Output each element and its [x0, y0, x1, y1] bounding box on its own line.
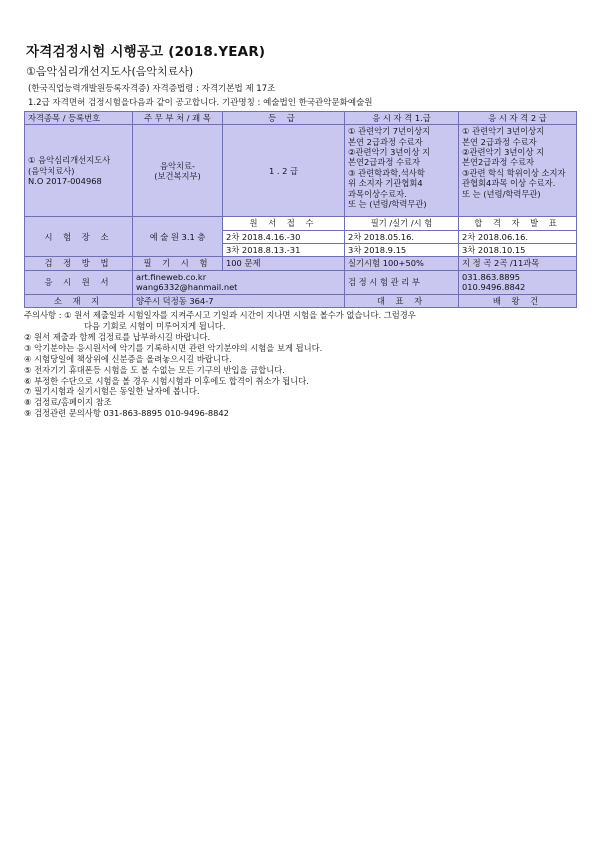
venue-label: 시 험 장 소 [25, 217, 133, 257]
qual1-line: 본연 2급과정 수료자 [348, 136, 423, 147]
certificate-title: ① 음악심리개선지도사 [28, 155, 111, 166]
qual2-cell [459, 125, 577, 217]
ministry-cell [133, 125, 223, 217]
manager-phones [459, 270, 577, 294]
grade-cell: 1 . 2 급 [223, 125, 345, 217]
registration-number: N.O 2017-004968 [28, 176, 102, 187]
note-line: ④ 시험당일에 책상위에 신분증을 올려놓으시길 바랍니다. [24, 353, 232, 364]
qual1-line: 위 소지자 기관협회4 [348, 178, 423, 189]
notes-section [24, 310, 576, 419]
header-cell-grade: 등 급 [223, 112, 345, 125]
method-label: 검 정 방 법 [25, 257, 133, 270]
representative-label: 대 표 자 [345, 294, 459, 307]
written-exam-label: 필 기 시 험 [133, 257, 223, 270]
note-line: ⑤ 전자기기 휴대폰등 시험을 도 볼 수없는 모든 기구의 반입을 금합니다. [24, 364, 285, 375]
qual2-line: 또 는 (년령/학력무관) [462, 188, 541, 199]
apply-period: 3차 2018.8.13.-31 [223, 244, 345, 257]
certificate-name: ①음악심리개선지도사(음악치료사) [26, 65, 194, 78]
ministry-field: 음악치료- [159, 160, 196, 171]
venue-value: 예 술 원 3.1 층 [133, 217, 223, 257]
qual2-line: ③관련 학식 학위이상 소지자 [462, 167, 566, 178]
note-line: ③ 악기분야는 응시원서에 악기를 기록하시면 관련 악기분야의 시험을 보게 됩니다. [24, 342, 323, 353]
note-line: ⑨ 검정관련 문의사항 031-863-8895 010-9496-8842 [24, 408, 229, 419]
schedule-header-row [25, 217, 577, 230]
qual1-line: 또 는 (년령/학력무관) [348, 198, 427, 209]
ministry-name: (보건복지부) [154, 170, 201, 181]
header-cell-qual2: 응 시 자 격 2 급 [459, 112, 577, 125]
note-line: ⑥ 부정한 수단으로 시험을 볼 경우 시험시험과 이후에도 합격이 취소가 됩니다. [24, 375, 309, 386]
qual1-line: ②관련악기 3년이상 지 [348, 147, 431, 158]
qual2-line: 본연2급과정 수료자 [462, 157, 535, 168]
application-contact [133, 270, 345, 294]
qual1-line: ③ 관련학과학,석사학 [348, 167, 425, 178]
qual1-line: ① 관련악기 7년이상지 [348, 126, 431, 137]
exam-date: 3차 2018.9.15 [345, 244, 459, 257]
note-line: 주의사항 : ① 원서 제출일과 시험일자를 지켜주시고 기일과 시간이 지나면 시험을 볼수가 없습니다. 그럼경우 [24, 309, 416, 320]
exam-info-table [24, 111, 577, 308]
representative-name: 배 왕 건 [459, 294, 577, 307]
address-row [25, 294, 577, 307]
note-line: ② 원서 제출과 함께 검정료를 납부하시길 바랍니다. [24, 331, 211, 342]
address-label: 소 재 지 [25, 294, 133, 307]
phone-number: 010.9496.8842 [462, 282, 526, 293]
manager-label: 검 정 시 험 관 리 부 [345, 270, 459, 294]
pass-requirement: 지 정 곡 2곡 /11과목 [459, 257, 577, 270]
practical-exam: 실기시험 100+50% [345, 257, 459, 270]
exam-date-label: 필기 /실기 /시 험 [345, 217, 459, 230]
qual1-line: 본연2급과정 수료자 [348, 157, 421, 168]
header-cell-item: 자격종목 / 등록번호 [25, 112, 133, 125]
apply-period-label: 원 서 접 수 [223, 217, 345, 230]
announcement-line: 1.2급 자격면허 검정시험을다음과 같이 공고합니다. 기관명칭 : 예술법인 한국관악문화예술원 [28, 98, 373, 108]
note-line: ⑦ 필기시험과 실기시험은 동일한 날자에 봅니다. [24, 386, 200, 397]
header-cell-ministry: 주 무 부 처 / 괘 목 [133, 112, 223, 125]
result-date-label: 합 격 자 발 표 [459, 217, 577, 230]
result-date: 2차 2018.06.16. [459, 230, 577, 243]
qual1-cell [345, 125, 459, 217]
page-title: 자격검정시험 시행공고 (2018.YEAR) [26, 44, 266, 60]
certificate-cell [25, 125, 133, 217]
website-link[interactable]: art.fineweb.co.kr [136, 271, 207, 282]
note-line: 다음 기회로 시험이 미루어지게 됩니다. [84, 320, 226, 331]
qual2-line: 본연 2급과정 수료자 [462, 136, 537, 147]
qual1-line: 과목이상수료자. [348, 188, 407, 199]
note-line: ⑧ 검정료/홈페이지 참조 [24, 397, 112, 408]
apply-period: 2차 2018.4.16.-30 [223, 230, 345, 243]
qual2-line: ① 관련악기 3년이상지 [462, 126, 545, 137]
contact-row [25, 270, 577, 294]
qual2-line: 관협회4과목 이상 수료자. [462, 178, 556, 189]
table-header-row [25, 112, 577, 125]
notice-page [24, 40, 576, 419]
method-row [25, 257, 577, 270]
address-value: 양주시 덕정동 364-7 [133, 294, 345, 307]
exam-date: 2차 2018.05.16. [345, 230, 459, 243]
header-cell-qual1: 응 시 자 격 1.급 [345, 112, 459, 125]
written-exam-value: 100 문제 [223, 257, 345, 270]
qual2-line: ②관련악기 3년이상 지 [462, 147, 545, 158]
email-link[interactable]: wang6332@hanmail.net [136, 282, 238, 293]
certificate-row [25, 125, 577, 217]
result-date: 3차 2018.10.15 [459, 244, 577, 257]
certificate-subtitle: (음악치료사) [28, 165, 75, 176]
phone-number: 031.863.8895 [462, 271, 521, 282]
legal-basis: (한국직업능력개발원등록자격증) 자격증법령 : 자격기본법 제 17조 [28, 84, 276, 94]
application-label: 응 시 원 서 [25, 270, 133, 294]
